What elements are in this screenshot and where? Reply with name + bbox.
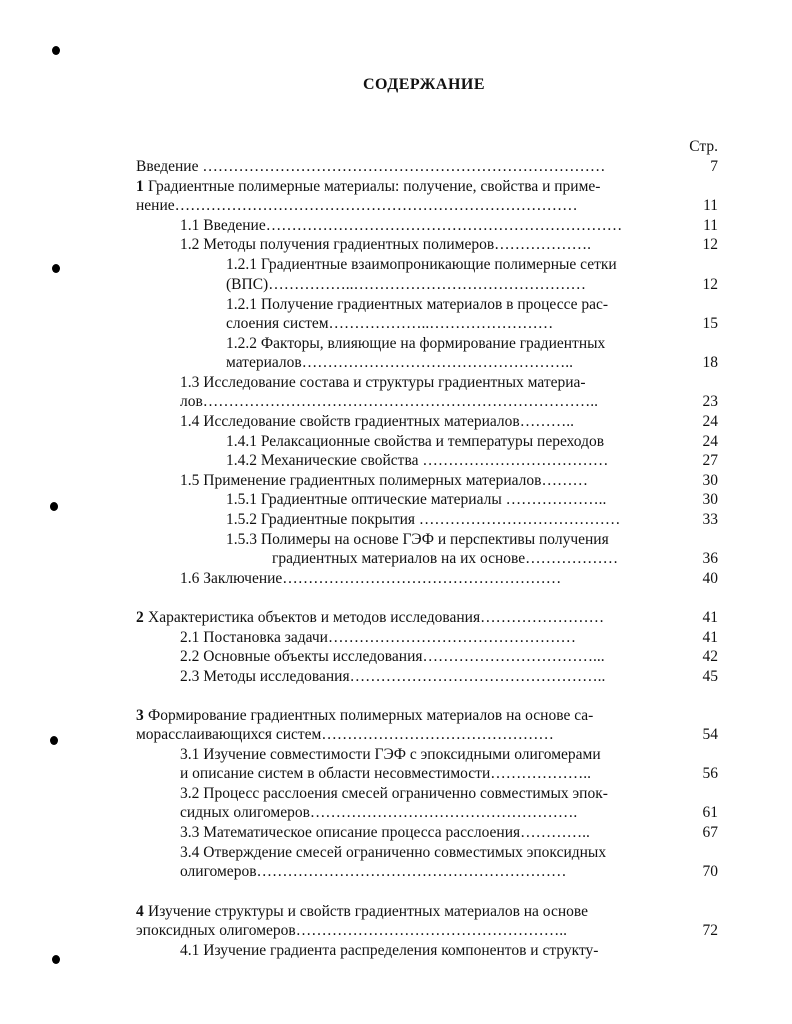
toc-entry: 1.2.1 Градиентные взаимопроникающие полимерные сетки [226, 256, 617, 273]
toc-chapter-number: 1 [136, 178, 144, 195]
toc-entry: 1.2.2 Факторы, влияющие на формирование градиентных [226, 335, 606, 352]
binder-hole-mark [50, 736, 58, 745]
toc-entry: слоения систем………………..…………………… [226, 315, 554, 332]
toc-entry: Градиентные полимерные материалы: получение, свойства и приме- [148, 178, 601, 195]
toc-entry: 1.2 Методы получения градиентных полимеров………………. [180, 236, 592, 253]
toc-entry: 1.2.1 Получение градиентных материалов в процессе рас- [226, 296, 609, 313]
toc-entry: 1.5.1 Градиентные оптические материалы ……………….. [226, 491, 607, 508]
toc-page-number: 15 [702, 315, 718, 332]
binder-hole-mark [52, 46, 60, 55]
toc-entry: Введение …………………………………………………………………… [136, 158, 606, 175]
toc-entry: 1.3 Исследование состава и структуры градиентных материа- [180, 374, 586, 391]
toc-entry: 1.5.3 Полимеры на основе ГЭФ и перспективы получения [226, 531, 609, 548]
toc-entry: 3.4 Отверждение смесей ограниченно совместимых эпоксидных [180, 844, 607, 861]
toc-page-number: 33 [702, 511, 718, 528]
toc-entry: 1.6 Заключение……………………………………………… [180, 570, 562, 587]
toc-entry: 1.4.2 Механические свойства ……………………………… [226, 452, 609, 469]
toc-page-number: 42 [702, 648, 718, 665]
toc-page-number: 30 [702, 491, 718, 508]
toc-entry: лов………………………………………………………………….. [180, 393, 599, 410]
page-column-header: Стр. [689, 138, 718, 155]
toc-page-number: 23 [702, 393, 718, 410]
toc-entry: 2.1 Постановка задачи………………………………………… [180, 629, 576, 646]
toc-entry: олигомеров…………………………………………………… [180, 863, 567, 880]
toc-entry: и описание систем в области несовместимости……………….. [180, 765, 591, 782]
toc-page-number: 56 [702, 765, 718, 782]
toc-entry: градиентных материалов на их основе……………… [272, 550, 619, 567]
toc-page-number: 24 [702, 433, 718, 450]
toc-entry: 3.2 Процесс расслоения смесей ограниченно совместимых эпок- [180, 785, 608, 802]
toc-chapter-number: 3 [136, 707, 144, 724]
toc-entry: 3.1 Изучение совместимости ГЭФ с эпоксидными олигомерами [180, 746, 601, 763]
toc-page-number: 72 [702, 922, 718, 939]
toc-page-number: 24 [702, 413, 718, 430]
toc-entry: 3.3 Математическое описание процесса расслоения………….. [180, 824, 590, 841]
toc-page-number: 7 [710, 158, 718, 175]
toc-entry: эпоксидных олигомеров…………………………………………….. [136, 922, 567, 939]
toc-entry: 4.1 Изучение градиента распределения компонентов и структу- [180, 942, 599, 959]
toc-page-number: 41 [702, 609, 718, 626]
toc-chapter-number: 2 [136, 609, 144, 626]
toc-entry: Изучение структуры и свойств градиентных материалов на основе [148, 903, 588, 920]
toc-page-number: 30 [702, 472, 718, 489]
toc-entry: 1.5.2 Градиентные покрытия ………………………………… [226, 511, 621, 528]
toc-page-number: 36 [702, 550, 718, 567]
toc-entry: Характеристика объектов и методов исследования…………………… [148, 609, 605, 626]
toc-page-number: 41 [702, 629, 718, 646]
toc-entry: 1.1 Введение…………………………………………………………… [180, 217, 623, 234]
toc-entry: нение…………………………………………………………………… [136, 197, 578, 214]
toc-chapter-number: 4 [136, 903, 144, 920]
binder-hole-mark [52, 955, 60, 964]
toc-entry: сидных олигомеров……………………………………………. [180, 804, 578, 821]
toc-page-number: 70 [702, 863, 718, 880]
toc-page-number: 11 [703, 197, 718, 214]
toc-entry: 1.5 Применение градиентных полимерных материалов……… [180, 472, 588, 489]
binder-hole-mark [50, 502, 58, 511]
toc-page-number: 40 [702, 570, 718, 587]
toc-entry: 2.2 Основные объекты исследования……………………………... [180, 648, 605, 665]
toc-page-number: 27 [702, 452, 718, 469]
toc-entry: 1.4.1 Релаксационные свойства и температуры переходов [226, 433, 605, 450]
toc-entry: Формирование градиентных полимерных материалов на основе са- [148, 707, 594, 724]
toc-page-number: 12 [702, 276, 718, 293]
binder-hole-mark [52, 264, 60, 273]
toc-entry: 1.4 Исследование свойств градиентных материалов……….. [180, 413, 574, 430]
toc-page-number: 61 [702, 804, 718, 821]
toc-entry: материалов…………………………………………….. [226, 354, 573, 371]
toc-page-number: 54 [702, 726, 718, 743]
toc-entry: 2.3 Методы исследования………………………………………….. [180, 668, 606, 685]
toc-page-number: 12 [702, 236, 718, 253]
toc-page-number: 67 [702, 824, 718, 841]
page-title: СОДЕРЖАНИЕ [362, 76, 486, 93]
toc-page-number: 11 [703, 217, 718, 234]
toc-page-number: 45 [702, 668, 718, 685]
toc-entry: (ВПС)……………..……………………………………… [226, 276, 586, 293]
toc-page-number: 18 [702, 354, 718, 371]
toc-entry: морасслаивающихся систем……………………………………… [136, 726, 554, 743]
